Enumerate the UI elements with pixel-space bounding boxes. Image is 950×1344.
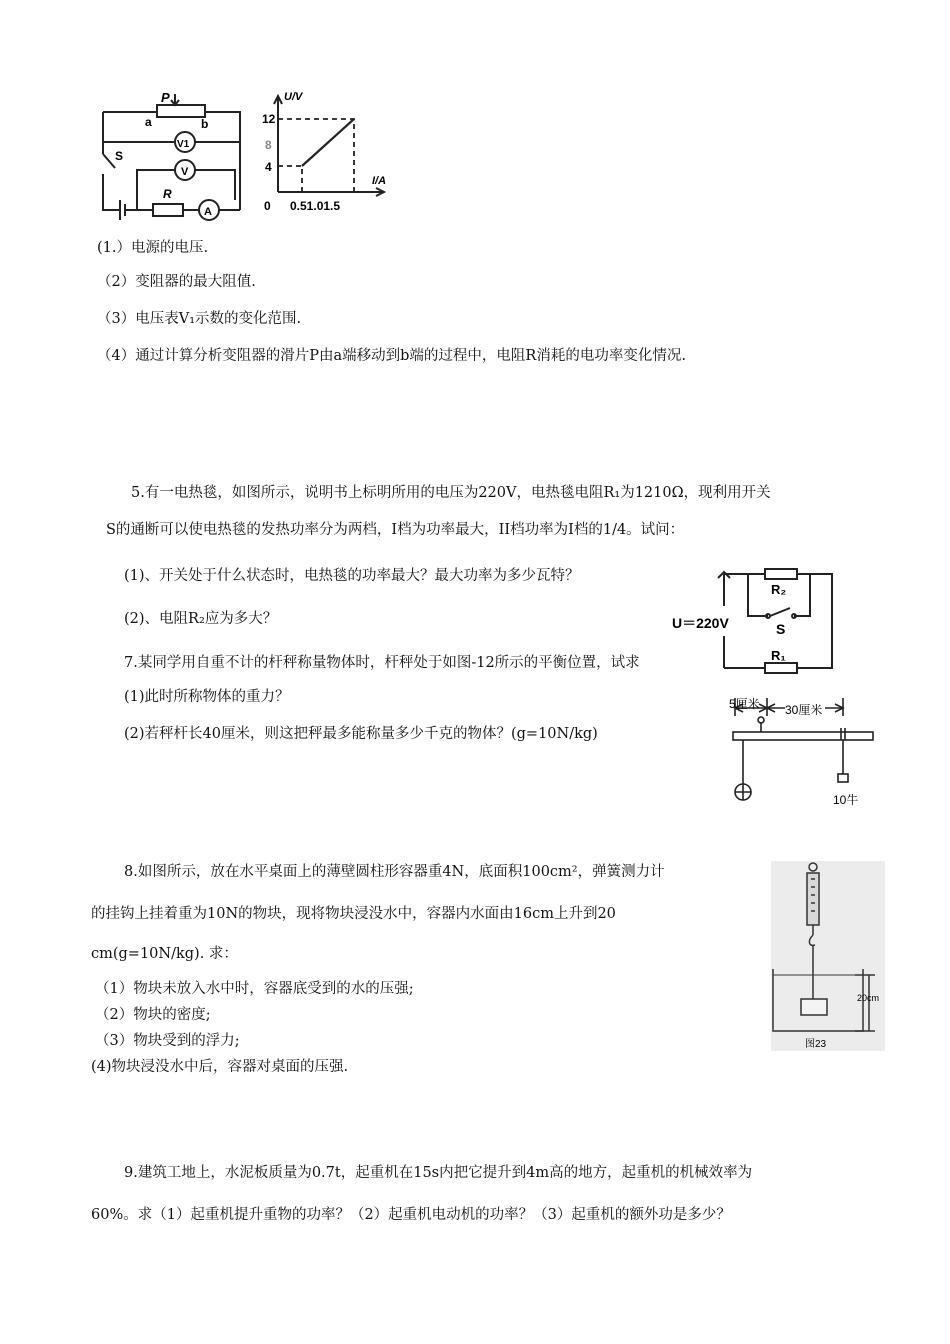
distance-30cm-label: 30厘米 [785,703,823,717]
r1-label: R₁ [771,648,786,663]
q8-part3: （3）物块受到的浮力; [95,1033,240,1049]
q5-part1: (1)、开关处于什么状态时，电热毯的功率最大？最大功率为多少瓦特？ [124,568,580,584]
x-tick-labels: 0.51.01.5 [290,199,341,213]
y-axis-label: U/V [284,91,303,103]
q8-part1: （1）物块未放入水中时，容器底受到的水的压强; [95,981,414,997]
origin-label: 0 [264,199,271,213]
switch-label: S [776,621,786,637]
spring-scale-container-figure [771,861,885,1051]
q8-line2: 的挂钩上挂着重为10N的物块，现将物块浸没水中，容器内水面由16cm上升到20 [91,906,616,922]
q8-line3: cm(g=10N/kg). 求： [91,946,238,962]
height-20cm-label: 20cm [857,993,880,1003]
q7-part1: (1)此时所称物体的重力？ [124,689,290,705]
rheostat-p-label: P [161,90,170,105]
resistor-r-label: R [163,187,172,201]
q4-part4: （4）通过计算分析变阻器的滑片P由a端移动到b端的过程中，电阻R消耗的电功率变化情况. [97,348,686,364]
q7-line1: 7.某同学用自重不计的杆秤称量物体时，杆秤处于如图-12所示的平衡位置，试求 [124,655,640,671]
q8-part2: （2）物块的密度; [95,1007,211,1023]
heating-blanket-circuit [670,566,840,678]
q5-part2: (2)、电阻R₂应为多大？ [124,611,278,627]
q4-part1: (1.）电源的电压. [97,240,209,256]
voltmeter-v-label: V [181,166,189,178]
steelyard-diagram [725,694,875,814]
q8-part4: (4)物块浸没水中后，容器对桌面的压强. [91,1059,349,1075]
switch-s-label: S [115,149,124,163]
q9-line2: 60%。求（1）起重机提升重物的功率？（2）起重机电动机的功率？（3）起重机的额外功是多少？ [91,1207,731,1223]
u-i-graph [262,88,412,213]
ammeter-a-label: A [204,206,212,218]
q5-line2: S的通断可以使电热毯的发热功率分为两档，I档为功率最大，II档功率为I档的1/4。试问： [106,522,685,538]
distance-5cm-label: 5厘米 [729,697,760,711]
voltmeter-v1-label: V1 [177,139,190,150]
rheostat-a-label: a [145,115,152,129]
voltage-label: U＝220V [672,615,729,631]
x-axis-label: I/A [372,175,387,187]
q5-line1: 5.有一电热毯，如图所示，说明书上标明所用的电压为220V，电热毯电阻R₁为1210Ω，现利用开关 [131,485,771,501]
weight-10n-label: 10牛 [833,793,859,807]
q4-part2: （2）变阻器的最大阻值. [97,274,256,290]
circuit-diagram-1 [95,92,250,217]
y-tick-4: 4 [265,160,272,174]
r2-label: R₂ [771,582,787,597]
q4-part3: （3）电压表V₁示数的变化范围. [97,311,302,327]
q9-line1: 9.建筑工地上，水泥板质量为0.7t，起重机在15s内把它提升到4m高的地方，起重机的机械效率为 [124,1165,753,1181]
figure-23-caption: 图23 [805,1039,827,1050]
y-tick-12: 12 [262,112,276,126]
q8-line1: 8.如图所示，放在水平桌面上的薄壁圆柱形容器重4N，底面积100cm²，弹簧测力计 [124,864,665,880]
q7-part2: (2)若秤杆长40厘米，则这把秤最多能称量多少千克的物体？(g=10N/kg) [124,726,598,742]
rheostat-b-label: b [201,117,209,131]
y-tick-8: 8 [265,138,272,152]
